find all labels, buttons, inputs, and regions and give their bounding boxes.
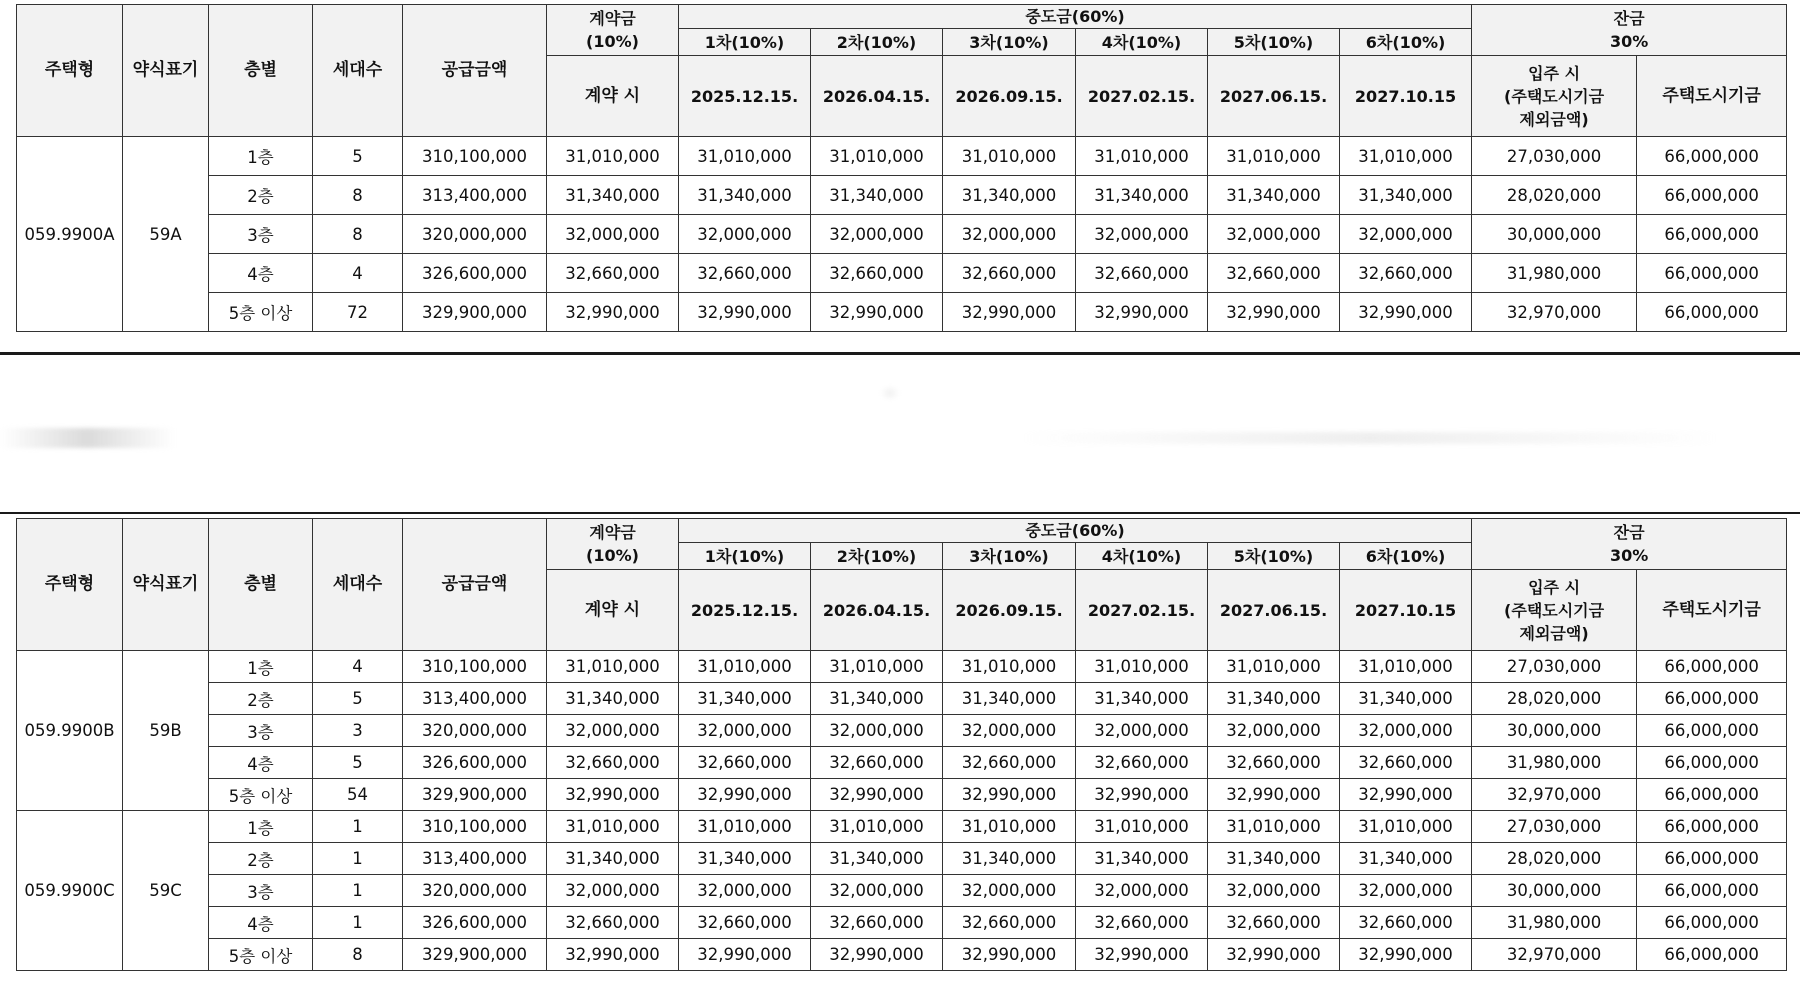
price-table-59a xyxy=(16,4,1787,332)
installment-amount-cell: 32,660,000 xyxy=(1208,254,1340,293)
header-row xyxy=(17,5,1787,29)
installment-amount-cell: 31,340,000 xyxy=(811,683,943,715)
floor-cell: 1층 xyxy=(209,811,313,843)
contract-amount-cell: 32,000,000 xyxy=(547,715,679,747)
header-line: (주택도시기금 xyxy=(1504,86,1605,106)
installment-amount-cell: 32,000,000 xyxy=(1208,215,1340,254)
contract-amount-cell: 32,990,000 xyxy=(547,779,679,811)
move-in-amount-cell: 30,000,000 xyxy=(1472,715,1637,747)
supply-price-cell: 320,000,000 xyxy=(403,215,547,254)
col-header-installment-date: 2025.12.15. xyxy=(679,56,811,137)
contract-amount-cell: 31,340,000 xyxy=(547,176,679,215)
header-line: 30% xyxy=(1609,32,1649,51)
installment-amount-cell: 32,990,000 xyxy=(811,939,943,971)
col-header-fund: 주택도시기금 xyxy=(1637,56,1787,137)
section-divider xyxy=(0,512,1800,514)
header-line: 30% xyxy=(1609,546,1649,565)
supply-price-cell: 310,100,000 xyxy=(403,651,547,683)
contract-amount-cell: 31,010,000 xyxy=(547,137,679,176)
installment-amount-cell: 31,340,000 xyxy=(1076,843,1208,875)
installment-amount-cell: 32,990,000 xyxy=(1340,779,1472,811)
col-header-installment: 4차(10%) xyxy=(1076,29,1208,56)
fund-amount-cell: 66,000,000 xyxy=(1637,651,1787,683)
col-header-installment-date: 2027.06.15. xyxy=(1208,56,1340,137)
supply-price-cell: 326,600,000 xyxy=(403,907,547,939)
house-type-cell: 059.9900B xyxy=(17,651,123,811)
header-line: (10%) xyxy=(586,546,639,565)
installment-amount-cell: 31,340,000 xyxy=(1208,683,1340,715)
installment-amount-cell: 32,660,000 xyxy=(1076,907,1208,939)
installment-amount-cell: 32,000,000 xyxy=(679,215,811,254)
installment-amount-cell: 32,000,000 xyxy=(679,715,811,747)
header-line: 입주 시 xyxy=(1528,577,1581,597)
installment-amount-cell: 32,000,000 xyxy=(943,715,1076,747)
supply-price-cell: 326,600,000 xyxy=(403,747,547,779)
floor-cell: 4층 xyxy=(209,907,313,939)
supply-price-cell: 329,900,000 xyxy=(403,293,547,332)
installment-amount-cell: 31,340,000 xyxy=(679,176,811,215)
installment-amount-cell: 32,000,000 xyxy=(1340,715,1472,747)
installment-amount-cell: 31,340,000 xyxy=(1208,176,1340,215)
col-header-house-type: 주택형 xyxy=(17,5,123,137)
installment-amount-cell: 31,010,000 xyxy=(1208,651,1340,683)
floor-cell: 3층 xyxy=(209,715,313,747)
move-in-amount-cell: 32,970,000 xyxy=(1472,779,1637,811)
installment-amount-cell: 32,660,000 xyxy=(1340,747,1472,779)
installment-amount-cell: 32,990,000 xyxy=(679,779,811,811)
installment-amount-cell: 32,660,000 xyxy=(1076,254,1208,293)
installment-amount-cell: 31,010,000 xyxy=(811,137,943,176)
installment-amount-cell: 31,010,000 xyxy=(943,651,1076,683)
installment-amount-cell: 32,000,000 xyxy=(1340,215,1472,254)
installment-amount-cell: 32,660,000 xyxy=(943,254,1076,293)
col-header-installment: 6차(10%) xyxy=(1340,543,1472,570)
header-line: 계약금 xyxy=(589,523,636,542)
floor-cell: 3층 xyxy=(209,215,313,254)
installment-amount-cell: 32,000,000 xyxy=(811,215,943,254)
move-in-amount-cell: 28,020,000 xyxy=(1472,683,1637,715)
short-label-cell: 59B xyxy=(123,651,209,811)
col-header-floor: 층별 xyxy=(209,519,313,651)
installment-amount-cell: 31,010,000 xyxy=(1076,651,1208,683)
col-header-installment-date: 2027.02.15. xyxy=(1076,56,1208,137)
fund-amount-cell: 66,000,000 xyxy=(1637,176,1787,215)
households-cell: 8 xyxy=(313,176,403,215)
table-row xyxy=(17,939,1787,971)
table-row xyxy=(17,215,1787,254)
installment-amount-cell: 31,340,000 xyxy=(811,843,943,875)
installment-amount-cell: 32,000,000 xyxy=(1076,215,1208,254)
households-cell: 4 xyxy=(313,254,403,293)
households-cell: 8 xyxy=(313,215,403,254)
col-header-middle-payment: 중도금(60%) xyxy=(679,5,1472,29)
households-cell: 72 xyxy=(313,293,403,332)
col-header-fund: 주택도시기금 xyxy=(1637,570,1787,651)
col-header-supply-price: 공급금액 xyxy=(403,5,547,137)
col-header-installment-date: 2027.10.15 xyxy=(1340,56,1472,137)
installment-amount-cell: 31,010,000 xyxy=(1340,137,1472,176)
installment-amount-cell: 31,010,000 xyxy=(943,811,1076,843)
table-row xyxy=(17,779,1787,811)
fund-amount-cell: 66,000,000 xyxy=(1637,779,1787,811)
supply-price-cell: 320,000,000 xyxy=(403,875,547,907)
floor-cell: 5층 이상 xyxy=(209,779,313,811)
installment-amount-cell: 32,660,000 xyxy=(1076,747,1208,779)
installment-amount-cell: 32,990,000 xyxy=(1208,293,1340,332)
house-type-cell: 059.9900A xyxy=(17,137,123,332)
blurred-mark xyxy=(880,388,900,398)
col-header-supply-price: 공급금액 xyxy=(403,519,547,651)
installment-amount-cell: 32,990,000 xyxy=(1208,939,1340,971)
installment-amount-cell: 31,340,000 xyxy=(1340,843,1472,875)
households-cell: 54 xyxy=(313,779,403,811)
contract-amount-cell: 32,000,000 xyxy=(547,875,679,907)
installment-amount-cell: 32,000,000 xyxy=(1076,875,1208,907)
blurred-mark xyxy=(0,428,175,448)
installment-amount-cell: 31,340,000 xyxy=(943,176,1076,215)
table-row xyxy=(17,811,1787,843)
installment-amount-cell: 32,990,000 xyxy=(1076,293,1208,332)
fund-amount-cell: 66,000,000 xyxy=(1637,811,1787,843)
installment-amount-cell: 31,010,000 xyxy=(1208,811,1340,843)
col-header-installment-date: 2027.06.15. xyxy=(1208,570,1340,651)
contract-amount-cell: 32,990,000 xyxy=(547,939,679,971)
table-row xyxy=(17,747,1787,779)
households-cell: 5 xyxy=(313,683,403,715)
table-row xyxy=(17,907,1787,939)
installment-amount-cell: 31,340,000 xyxy=(679,683,811,715)
supply-price-cell: 329,900,000 xyxy=(403,779,547,811)
col-header-installment-date: 2026.09.15. xyxy=(943,56,1076,137)
installment-amount-cell: 32,000,000 xyxy=(811,875,943,907)
col-header-contract-when: 계약 시 xyxy=(547,570,679,651)
move-in-amount-cell: 32,970,000 xyxy=(1472,293,1637,332)
table-row xyxy=(17,683,1787,715)
installment-amount-cell: 32,660,000 xyxy=(679,254,811,293)
header-line: 계약금 xyxy=(589,9,636,28)
installment-amount-cell: 31,010,000 xyxy=(679,811,811,843)
installment-amount-cell: 32,660,000 xyxy=(679,907,811,939)
move-in-amount-cell: 30,000,000 xyxy=(1472,215,1637,254)
installment-amount-cell: 31,340,000 xyxy=(679,843,811,875)
col-header-installment: 2차(10%) xyxy=(811,29,943,56)
installment-amount-cell: 31,340,000 xyxy=(811,176,943,215)
fund-amount-cell: 66,000,000 xyxy=(1637,907,1787,939)
installment-amount-cell: 32,990,000 xyxy=(679,293,811,332)
col-header-installment: 3차(10%) xyxy=(943,543,1076,570)
contract-amount-cell: 31,340,000 xyxy=(547,683,679,715)
installment-amount-cell: 32,990,000 xyxy=(1208,779,1340,811)
table-body xyxy=(17,137,1787,332)
installment-amount-cell: 32,990,000 xyxy=(1076,939,1208,971)
installment-amount-cell: 32,660,000 xyxy=(811,907,943,939)
fund-amount-cell: 66,000,000 xyxy=(1637,254,1787,293)
installment-amount-cell: 32,000,000 xyxy=(679,875,811,907)
installment-amount-cell: 31,340,000 xyxy=(943,683,1076,715)
supply-price-cell: 310,100,000 xyxy=(403,137,547,176)
table-row xyxy=(17,137,1787,176)
households-cell: 5 xyxy=(313,137,403,176)
col-header-move-in xyxy=(1472,56,1637,137)
contract-amount-cell: 32,990,000 xyxy=(547,293,679,332)
installment-amount-cell: 31,010,000 xyxy=(1076,811,1208,843)
installment-amount-cell: 32,990,000 xyxy=(1340,293,1472,332)
contract-amount-cell: 32,660,000 xyxy=(547,907,679,939)
move-in-amount-cell: 31,980,000 xyxy=(1472,907,1637,939)
installment-amount-cell: 32,660,000 xyxy=(1340,254,1472,293)
table-row xyxy=(17,651,1787,683)
col-header-installment-date: 2026.09.15. xyxy=(943,570,1076,651)
col-header-installment-date: 2027.10.15 xyxy=(1340,570,1472,651)
installment-amount-cell: 32,990,000 xyxy=(1076,779,1208,811)
installment-amount-cell: 32,000,000 xyxy=(1208,875,1340,907)
households-cell: 1 xyxy=(313,907,403,939)
supply-price-cell: 313,400,000 xyxy=(403,843,547,875)
move-in-amount-cell: 31,980,000 xyxy=(1472,254,1637,293)
installment-amount-cell: 32,660,000 xyxy=(1208,907,1340,939)
floor-cell: 2층 xyxy=(209,683,313,715)
supply-price-cell: 329,900,000 xyxy=(403,939,547,971)
supply-price-cell: 313,400,000 xyxy=(403,176,547,215)
move-in-amount-cell: 30,000,000 xyxy=(1472,875,1637,907)
installment-amount-cell: 31,010,000 xyxy=(1076,137,1208,176)
fund-amount-cell: 66,000,000 xyxy=(1637,875,1787,907)
households-cell: 1 xyxy=(313,811,403,843)
installment-amount-cell: 32,660,000 xyxy=(1340,907,1472,939)
move-in-amount-cell: 32,970,000 xyxy=(1472,939,1637,971)
col-header-floor: 층별 xyxy=(209,5,313,137)
col-header-contract xyxy=(547,5,679,56)
installment-amount-cell: 31,340,000 xyxy=(1208,843,1340,875)
installment-amount-cell: 31,010,000 xyxy=(1208,137,1340,176)
col-header-installment-date: 2026.04.15. xyxy=(811,570,943,651)
floor-cell: 5층 이상 xyxy=(209,293,313,332)
col-header-installment: 2차(10%) xyxy=(811,543,943,570)
fund-amount-cell: 66,000,000 xyxy=(1637,215,1787,254)
col-header-short-label: 약식표기 xyxy=(123,519,209,651)
col-header-installment-date: 2027.02.15. xyxy=(1076,570,1208,651)
col-header-households: 세대수 xyxy=(313,5,403,137)
header-line: (10%) xyxy=(586,32,639,51)
installment-amount-cell: 32,990,000 xyxy=(943,779,1076,811)
fund-amount-cell: 66,000,000 xyxy=(1637,137,1787,176)
installment-amount-cell: 32,000,000 xyxy=(811,715,943,747)
col-header-contract-when: 계약 시 xyxy=(547,56,679,137)
installment-amount-cell: 31,340,000 xyxy=(1076,683,1208,715)
col-header-installment: 6차(10%) xyxy=(1340,29,1472,56)
header-line: 잔금 xyxy=(1613,523,1645,542)
installment-amount-cell: 31,340,000 xyxy=(943,843,1076,875)
installment-amount-cell: 31,010,000 xyxy=(1340,651,1472,683)
installment-amount-cell: 32,000,000 xyxy=(943,215,1076,254)
section-divider xyxy=(0,352,1800,355)
installment-amount-cell: 32,000,000 xyxy=(1208,715,1340,747)
col-header-installment: 1차(10%) xyxy=(679,543,811,570)
col-header-installment: 3차(10%) xyxy=(943,29,1076,56)
installment-amount-cell: 31,010,000 xyxy=(943,137,1076,176)
short-label-cell: 59A xyxy=(123,137,209,332)
floor-cell: 4층 xyxy=(209,747,313,779)
installment-amount-cell: 31,010,000 xyxy=(1340,811,1472,843)
installment-amount-cell: 32,990,000 xyxy=(1340,939,1472,971)
header-line: 입주 시 xyxy=(1528,63,1581,83)
blurred-mark xyxy=(1020,432,1720,444)
floor-cell: 2층 xyxy=(209,176,313,215)
households-cell: 5 xyxy=(313,747,403,779)
contract-amount-cell: 31,010,000 xyxy=(547,811,679,843)
floor-cell: 2층 xyxy=(209,843,313,875)
households-cell: 1 xyxy=(313,875,403,907)
installment-amount-cell: 31,010,000 xyxy=(811,651,943,683)
table-row xyxy=(17,715,1787,747)
col-header-balance xyxy=(1472,519,1787,570)
installment-amount-cell: 32,990,000 xyxy=(943,293,1076,332)
supply-price-cell: 310,100,000 xyxy=(403,811,547,843)
floor-cell: 1층 xyxy=(209,137,313,176)
header-line: 잔금 xyxy=(1613,9,1645,28)
col-header-installment-date: 2026.04.15. xyxy=(811,56,943,137)
installment-amount-cell: 32,000,000 xyxy=(943,875,1076,907)
fund-amount-cell: 66,000,000 xyxy=(1637,715,1787,747)
price-table-59b-59c xyxy=(16,518,1787,971)
contract-amount-cell: 32,000,000 xyxy=(547,215,679,254)
table-header xyxy=(17,519,1787,651)
col-header-short-label: 약식표기 xyxy=(123,5,209,137)
short-label-cell: 59C xyxy=(123,811,209,971)
installment-amount-cell: 31,340,000 xyxy=(1340,176,1472,215)
col-header-installment-date: 2025.12.15. xyxy=(679,570,811,651)
header-line: 제외금액) xyxy=(1519,623,1589,643)
col-header-contract xyxy=(547,519,679,570)
installment-amount-cell: 32,990,000 xyxy=(679,939,811,971)
contract-amount-cell: 31,340,000 xyxy=(547,843,679,875)
fund-amount-cell: 66,000,000 xyxy=(1637,293,1787,332)
move-in-amount-cell: 27,030,000 xyxy=(1472,137,1637,176)
installment-amount-cell: 32,660,000 xyxy=(943,747,1076,779)
table-header xyxy=(17,5,1787,137)
move-in-amount-cell: 28,020,000 xyxy=(1472,843,1637,875)
col-header-households: 세대수 xyxy=(313,519,403,651)
table-body xyxy=(17,651,1787,971)
fund-amount-cell: 66,000,000 xyxy=(1637,747,1787,779)
header-line: (주택도시기금 xyxy=(1504,600,1605,620)
contract-amount-cell: 32,660,000 xyxy=(547,747,679,779)
col-header-installment: 4차(10%) xyxy=(1076,543,1208,570)
installment-amount-cell: 32,990,000 xyxy=(943,939,1076,971)
installment-amount-cell: 31,010,000 xyxy=(811,811,943,843)
installment-amount-cell: 32,660,000 xyxy=(943,907,1076,939)
move-in-amount-cell: 27,030,000 xyxy=(1472,651,1637,683)
house-type-cell: 059.9900C xyxy=(17,811,123,971)
installment-amount-cell: 32,660,000 xyxy=(811,747,943,779)
contract-amount-cell: 31,010,000 xyxy=(547,651,679,683)
table-row xyxy=(17,254,1787,293)
installment-amount-cell: 32,000,000 xyxy=(1340,875,1472,907)
installment-amount-cell: 31,340,000 xyxy=(1076,176,1208,215)
col-header-installment: 5차(10%) xyxy=(1208,29,1340,56)
fund-amount-cell: 66,000,000 xyxy=(1637,843,1787,875)
installment-amount-cell: 32,990,000 xyxy=(811,779,943,811)
supply-price-cell: 320,000,000 xyxy=(403,715,547,747)
installment-amount-cell: 32,660,000 xyxy=(811,254,943,293)
floor-cell: 1층 xyxy=(209,651,313,683)
fund-amount-cell: 66,000,000 xyxy=(1637,683,1787,715)
households-cell: 4 xyxy=(313,651,403,683)
installment-amount-cell: 31,010,000 xyxy=(679,137,811,176)
table-row xyxy=(17,293,1787,332)
col-header-move-in xyxy=(1472,570,1637,651)
move-in-amount-cell: 31,980,000 xyxy=(1472,747,1637,779)
contract-amount-cell: 32,660,000 xyxy=(547,254,679,293)
col-header-installment: 5차(10%) xyxy=(1208,543,1340,570)
col-header-installment: 1차(10%) xyxy=(679,29,811,56)
installment-amount-cell: 32,000,000 xyxy=(1076,715,1208,747)
header-row xyxy=(17,519,1787,543)
households-cell: 3 xyxy=(313,715,403,747)
floor-cell: 5층 이상 xyxy=(209,939,313,971)
table-row xyxy=(17,875,1787,907)
header-line: 제외금액) xyxy=(1519,109,1589,129)
col-header-balance xyxy=(1472,5,1787,56)
supply-price-cell: 313,400,000 xyxy=(403,683,547,715)
installment-amount-cell: 32,660,000 xyxy=(679,747,811,779)
installment-amount-cell: 32,660,000 xyxy=(1208,747,1340,779)
households-cell: 1 xyxy=(313,843,403,875)
col-header-house-type: 주택형 xyxy=(17,519,123,651)
move-in-amount-cell: 28,020,000 xyxy=(1472,176,1637,215)
fund-amount-cell: 66,000,000 xyxy=(1637,939,1787,971)
col-header-middle-payment: 중도금(60%) xyxy=(679,519,1472,543)
households-cell: 8 xyxy=(313,939,403,971)
move-in-amount-cell: 27,030,000 xyxy=(1472,811,1637,843)
floor-cell: 4층 xyxy=(209,254,313,293)
table-row xyxy=(17,843,1787,875)
supply-price-cell: 326,600,000 xyxy=(403,254,547,293)
installment-amount-cell: 31,340,000 xyxy=(1340,683,1472,715)
installment-amount-cell: 32,990,000 xyxy=(811,293,943,332)
floor-cell: 3층 xyxy=(209,875,313,907)
installment-amount-cell: 31,010,000 xyxy=(679,651,811,683)
table-row xyxy=(17,176,1787,215)
